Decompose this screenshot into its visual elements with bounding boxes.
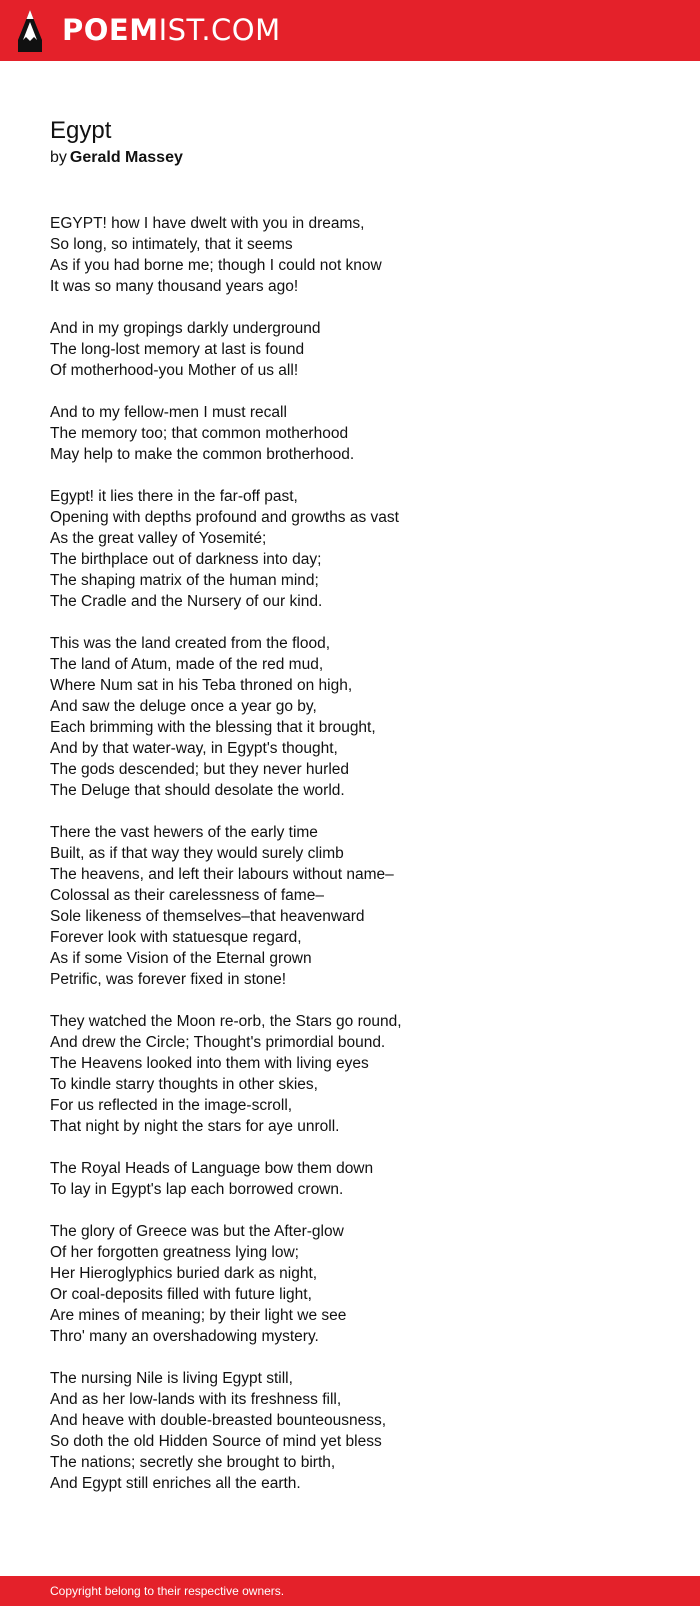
poem-stanza bbox=[50, 318, 650, 381]
poem-line: The nursing Nile is living Egypt still, bbox=[50, 1370, 293, 1387]
poem-line: And by that water-way, in Egypt's thought, bbox=[50, 740, 338, 757]
poem-line: The memory too; that common motherhood bbox=[50, 425, 349, 442]
poem-line: So doth the old Hidden Source of mind yet bless bbox=[50, 1433, 382, 1450]
poem-line: The Heavens looked into them with living eyes bbox=[50, 1055, 369, 1072]
poem-line: As the great valley of Yosemité; bbox=[50, 530, 267, 547]
poem-line: The glory of Greece was but the After-glow bbox=[50, 1223, 344, 1240]
logo-text-bold: POEM bbox=[62, 13, 159, 47]
poem-stanza bbox=[50, 402, 650, 465]
poem-line: Of motherhood-you Mother of us all! bbox=[50, 362, 299, 379]
poem-line: And drew the Circle; Thought's primordial bound. bbox=[50, 1034, 386, 1051]
poem-line: Forever look with statuesque regard, bbox=[50, 929, 302, 946]
poem-line: Of her forgotten greatness lying low; bbox=[50, 1244, 299, 1261]
poem-line: And heave with double-breasted bounteousness, bbox=[50, 1412, 387, 1429]
poem-line: They watched the Moon re-orb, the Stars go round, bbox=[50, 1013, 402, 1030]
poem-title: Egypt bbox=[50, 117, 112, 144]
by-label: by bbox=[50, 149, 67, 166]
poem-line: As if you had borne me; though I could not know bbox=[50, 257, 382, 274]
poem-line: The long-lost memory at last is found bbox=[50, 341, 305, 358]
poem-line: And saw the deluge once a year go by, bbox=[50, 698, 317, 715]
poem-line: Are mines of meaning; by their light we see bbox=[50, 1307, 347, 1324]
logo-text-light: IST.COM bbox=[158, 13, 281, 47]
poem-stanza bbox=[50, 1368, 650, 1494]
poem-line: To kindle starry thoughts in other skies, bbox=[50, 1076, 318, 1093]
poem-stanza bbox=[50, 1221, 650, 1347]
poem-stanza bbox=[50, 213, 650, 297]
poem-line: Opening with depths profound and growths as vast bbox=[50, 509, 399, 526]
copyright-text: Copyright belong to their respective owners. bbox=[50, 1584, 285, 1598]
pencil-tip-icon bbox=[18, 10, 42, 52]
poem-line: And to my fellow-men I must recall bbox=[50, 404, 287, 421]
poem-line: The shaping matrix of the human mind; bbox=[50, 572, 319, 589]
poem-byline bbox=[50, 147, 650, 169]
poem-line: Her Hieroglyphics buried dark as night, bbox=[50, 1265, 318, 1282]
poem-line: It was so many thousand years ago! bbox=[50, 278, 299, 295]
site-logo-text bbox=[62, 13, 281, 47]
poem-line: Egypt! it lies there in the far-off past, bbox=[50, 488, 298, 505]
poem-stanza bbox=[50, 486, 650, 612]
poem-line: And Egypt still enriches all the earth. bbox=[50, 1475, 301, 1492]
poem-line: Where Num sat in his Teba throned on high, bbox=[50, 677, 353, 694]
poem-line: And as her low-lands with its freshness fill, bbox=[50, 1391, 342, 1408]
poem-line: Built, as if that way they would surely climb bbox=[50, 845, 344, 862]
poem-line: That night by night the stars for aye unroll. bbox=[50, 1118, 340, 1135]
site-header bbox=[0, 0, 700, 61]
poem-line: The birthplace out of darkness into day; bbox=[50, 551, 322, 568]
poem-line: The heavens, and left their labours without name– bbox=[50, 866, 394, 883]
poem-line: Sole likeness of themselves–that heavenward bbox=[50, 908, 365, 925]
poem-line: The land of Atum, made of the red mud, bbox=[50, 656, 324, 673]
poem-line: Or coal-deposits filled with future light, bbox=[50, 1286, 312, 1303]
poem-stanza bbox=[50, 822, 650, 990]
poem-content bbox=[50, 115, 650, 1515]
poem-body bbox=[50, 213, 650, 1494]
poem-line: And in my gropings darkly underground bbox=[50, 320, 321, 337]
poem-line: The gods descended; but they never hurled bbox=[50, 761, 350, 778]
poem-line: Thro' many an overshadowing mystery. bbox=[50, 1328, 319, 1345]
author-name: Gerald Massey bbox=[69, 149, 183, 166]
poem-line: Colossal as their carelessness of fame– bbox=[50, 887, 324, 904]
poem-stanza bbox=[50, 1158, 650, 1200]
poem-line: To lay in Egypt's lap each borrowed crown. bbox=[50, 1181, 344, 1198]
poem-line: May help to make the common brotherhood. bbox=[50, 446, 355, 463]
poem-line: Each brimming with the blessing that it brought, bbox=[50, 719, 376, 736]
poem-line: The Deluge that should desolate the world. bbox=[50, 782, 345, 799]
poem-line: The Royal Heads of Language bow them down bbox=[50, 1160, 374, 1177]
poem-line: This was the land created from the flood, bbox=[50, 635, 331, 652]
poem-line: The Cradle and the Nursery of our kind. bbox=[50, 593, 323, 610]
poem-stanza bbox=[50, 1011, 650, 1137]
poem-stanza bbox=[50, 633, 650, 801]
site-footer bbox=[0, 1576, 700, 1606]
poem-line: Petrific, was forever fixed in stone! bbox=[50, 971, 287, 988]
site-logo-link[interactable] bbox=[18, 10, 281, 52]
poem-line: The nations; secretly she brought to birth, bbox=[50, 1454, 336, 1471]
poem-line: EGYPT! how I have dwelt with you in dreams, bbox=[50, 215, 365, 232]
poem-line: As if some Vision of the Eternal grown bbox=[50, 950, 312, 967]
poem-line: There the vast hewers of the early time bbox=[50, 824, 318, 841]
poem-line: For us reflected in the image-scroll, bbox=[50, 1097, 293, 1114]
poem-line: So long, so intimately, that it seems bbox=[50, 236, 293, 253]
